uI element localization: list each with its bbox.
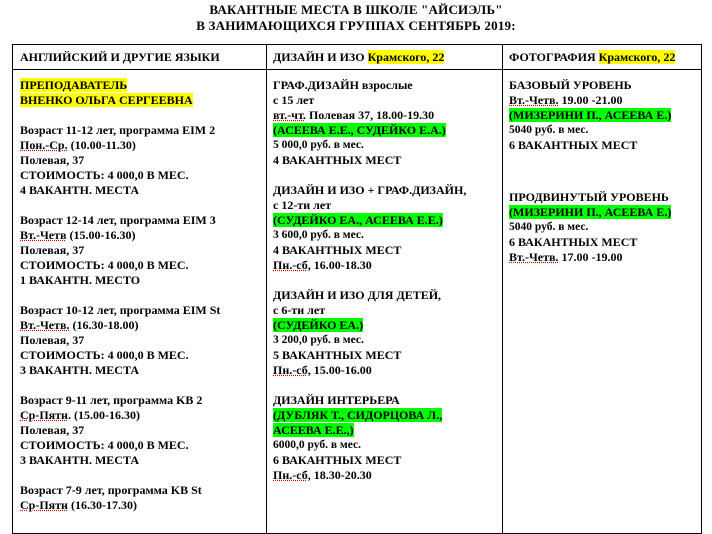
group-time: (10.00-11.30) (67, 138, 136, 152)
group-address: Полевая, 37 (20, 333, 85, 347)
page-title: ВАКАНТНЫЕ МЕСТА В ШКОЛЕ "АЙСИЭЛЬ" (209, 2, 503, 17)
level-price: 5040 руб. в мес. (509, 124, 589, 136)
language-group (20, 483, 270, 513)
photo-level (509, 78, 699, 153)
group-vacancies: 4 ВАКАНТН. МЕСТА (20, 183, 140, 197)
course-price: 6000,0 руб. в мес. (273, 439, 361, 451)
level-teachers: (МИЗЕРИНИ П., АСЕЕВА Е.) (509, 205, 672, 219)
header-design-address: Крамского, 22 (367, 50, 445, 64)
course-name: ДИЗАЙН И ИЗО ДЛЯ ДЕТЕЙ, (273, 288, 442, 302)
group-age: Возраст 11-12 лет, программа EIM 2 (20, 123, 216, 137)
teacher-label: ПРЕПОДАВАТЕЛЬ (20, 78, 128, 92)
language-group (20, 303, 270, 378)
header-design (273, 50, 444, 65)
group-price: СТОИМОСТЬ: 4 000,0 В МЕС. (20, 348, 189, 362)
group-age: Возраст 10-12 лет, программа EIM St (20, 303, 221, 317)
group-price: СТОИМОСТЬ: 4 000,0 В МЕС. (20, 168, 189, 182)
group-vacancies: 3 ВАКАНТН. МЕСТА (20, 453, 140, 467)
group-age: Возраст 7-9 лет, программа KB St (20, 483, 202, 497)
group-days: Пон.-Ср. (20, 138, 68, 152)
course-age: с 12-ти лет (273, 198, 332, 212)
level-teachers: (МИЗЕРИНИ П., АСЕЕВА Е.) (509, 108, 672, 122)
course-age: с 6-ти лет (273, 303, 326, 317)
course-days: Пн.-сб (273, 363, 308, 377)
level-name: ПРОДВИНУТЫЙ УРОВЕНЬ (509, 190, 669, 204)
course-price: 5 000,0 руб. в мес. (273, 139, 364, 151)
course-age: с 15 лет (273, 93, 315, 107)
group-price: СТОИМОСТЬ: 4 000,0 В МЕС. (20, 258, 189, 272)
level-days: Вт.-Четв. (509, 93, 559, 107)
group-days: Ср-Пятн (20, 498, 68, 512)
course-teachers: (АСЕЕВА Е.Е., СУДЕЙКО Е.А.) (273, 123, 446, 137)
group-vacancies: 3 ВАКАНТН. МЕСТА (20, 363, 140, 377)
teacher-name: ВНЕНКО ОЛЬГА СЕРГЕЕВНА (20, 93, 193, 107)
course-vacancies: 4 ВАКАНТНЫХ МЕСТ (273, 153, 402, 167)
course-time: Полевая 37, 18.00-19.30 (305, 108, 435, 122)
group-age: Возраст 9-11 лет, программа KB 2 (20, 393, 203, 407)
course-vacancies: 6 ВАКАНТНЫХ МЕСТ (273, 453, 402, 467)
group-address: Полевая, 37 (20, 243, 85, 257)
level-price: 5040 руб. в мес. (509, 221, 589, 233)
course-days: Пн.-сб (273, 258, 308, 272)
group-time: (16.30-17.30) (67, 498, 137, 512)
course-teachers: (ДУБЛЯК Т., СИДОРЦОВА Л., (273, 408, 443, 422)
language-group (20, 213, 270, 288)
course-name: ДИЗАЙН ИНТЕРЬЕРА (273, 393, 400, 407)
level-time: 19.00 -21.00 (558, 93, 623, 107)
course-name-suffix: взрослые (358, 78, 413, 92)
group-time: (15.00-16.30) (66, 228, 136, 242)
group-age: Возраст 12-14 лет, программа EIM 3 (20, 213, 216, 227)
level-name: БАЗОВЫЙ УРОВЕНЬ (509, 78, 632, 92)
group-address: Полевая, 37 (20, 153, 85, 167)
header-languages: АНГЛИЙСКИЙ И ДРУГИЕ ЯЗЫКИ (20, 50, 220, 64)
group-time: (16.30-18.00) (69, 318, 139, 332)
group-time: . (15.00-16.30) (67, 408, 140, 422)
course-teachers: (СУДЕЙКО ЕА., АСЕЕВА Е.Е.) (273, 213, 443, 227)
course-days: вт.-чт. (273, 108, 306, 122)
design-course (273, 288, 501, 378)
course-price: 3 200,0 руб. в мес. (273, 334, 364, 346)
language-group (20, 123, 270, 198)
course-days: Пн.-сб (273, 468, 308, 482)
language-group (20, 393, 270, 468)
header-photo-address: Крамского, 22 (598, 50, 676, 64)
design-course (273, 78, 501, 168)
group-address: Полевая, 37 (20, 423, 85, 437)
design-course (273, 183, 501, 273)
header-design-title: ДИЗАЙН И ИЗО (273, 50, 365, 64)
level-time: 17.00 -19.00 (558, 250, 623, 264)
course-teachers: (СУДЕЙКО ЕА.) (273, 318, 364, 332)
design-column (273, 78, 501, 483)
level-vacancies: 6 ВАКАНТНЫХ МЕСТ (509, 138, 638, 152)
group-vacancies: 1 ВАКАНТН. МЕСТО (20, 273, 141, 287)
group-price: СТОИМОСТЬ: 4 000,0 В МЕС. (20, 438, 189, 452)
photo-level (509, 190, 699, 265)
column-divider (502, 45, 503, 533)
photography-column (509, 78, 699, 265)
course-vacancies: 4 ВАКАНТНЫХ МЕСТ (273, 243, 402, 257)
course-time: , 15.00-16.00 (307, 363, 372, 377)
header-divider (13, 69, 701, 70)
course-name: ГРАФ.ДИЗАЙН (273, 78, 359, 92)
design-course (273, 393, 501, 483)
course-time: , 18.30-20.30 (307, 468, 372, 482)
course-name: ДИЗАЙН И ИЗО + ГРАФ.ДИЗАЙН, (273, 183, 467, 197)
page-subtitle: В ЗАНИМАЮЩИХСЯ ГРУППАХ СЕНТЯБРЬ 2019: (196, 18, 516, 33)
course-time: , 16.00-18.30 (307, 258, 372, 272)
header-photo-title: ФОТОГРАФИЯ (509, 50, 596, 64)
header-photography (509, 50, 675, 65)
course-vacancies: 5 ВАКАНТНЫХ МЕСТ (273, 348, 402, 362)
level-vacancies: 6 ВАКАНТНЫХ МЕСТ (509, 235, 638, 249)
group-days: Вт.-Четв (20, 228, 67, 242)
vacancies-table (12, 44, 702, 534)
level-days: Вт.-Четв. (509, 250, 559, 264)
group-days: Ср-Пятн (20, 408, 68, 422)
languages-column (20, 78, 270, 513)
group-days: Вт.-Четв. (20, 318, 70, 332)
course-teachers-cont: АСЕЕВА Е.Е.,) (273, 423, 354, 437)
course-price: 3 600,0 руб. в мес. (273, 229, 364, 241)
